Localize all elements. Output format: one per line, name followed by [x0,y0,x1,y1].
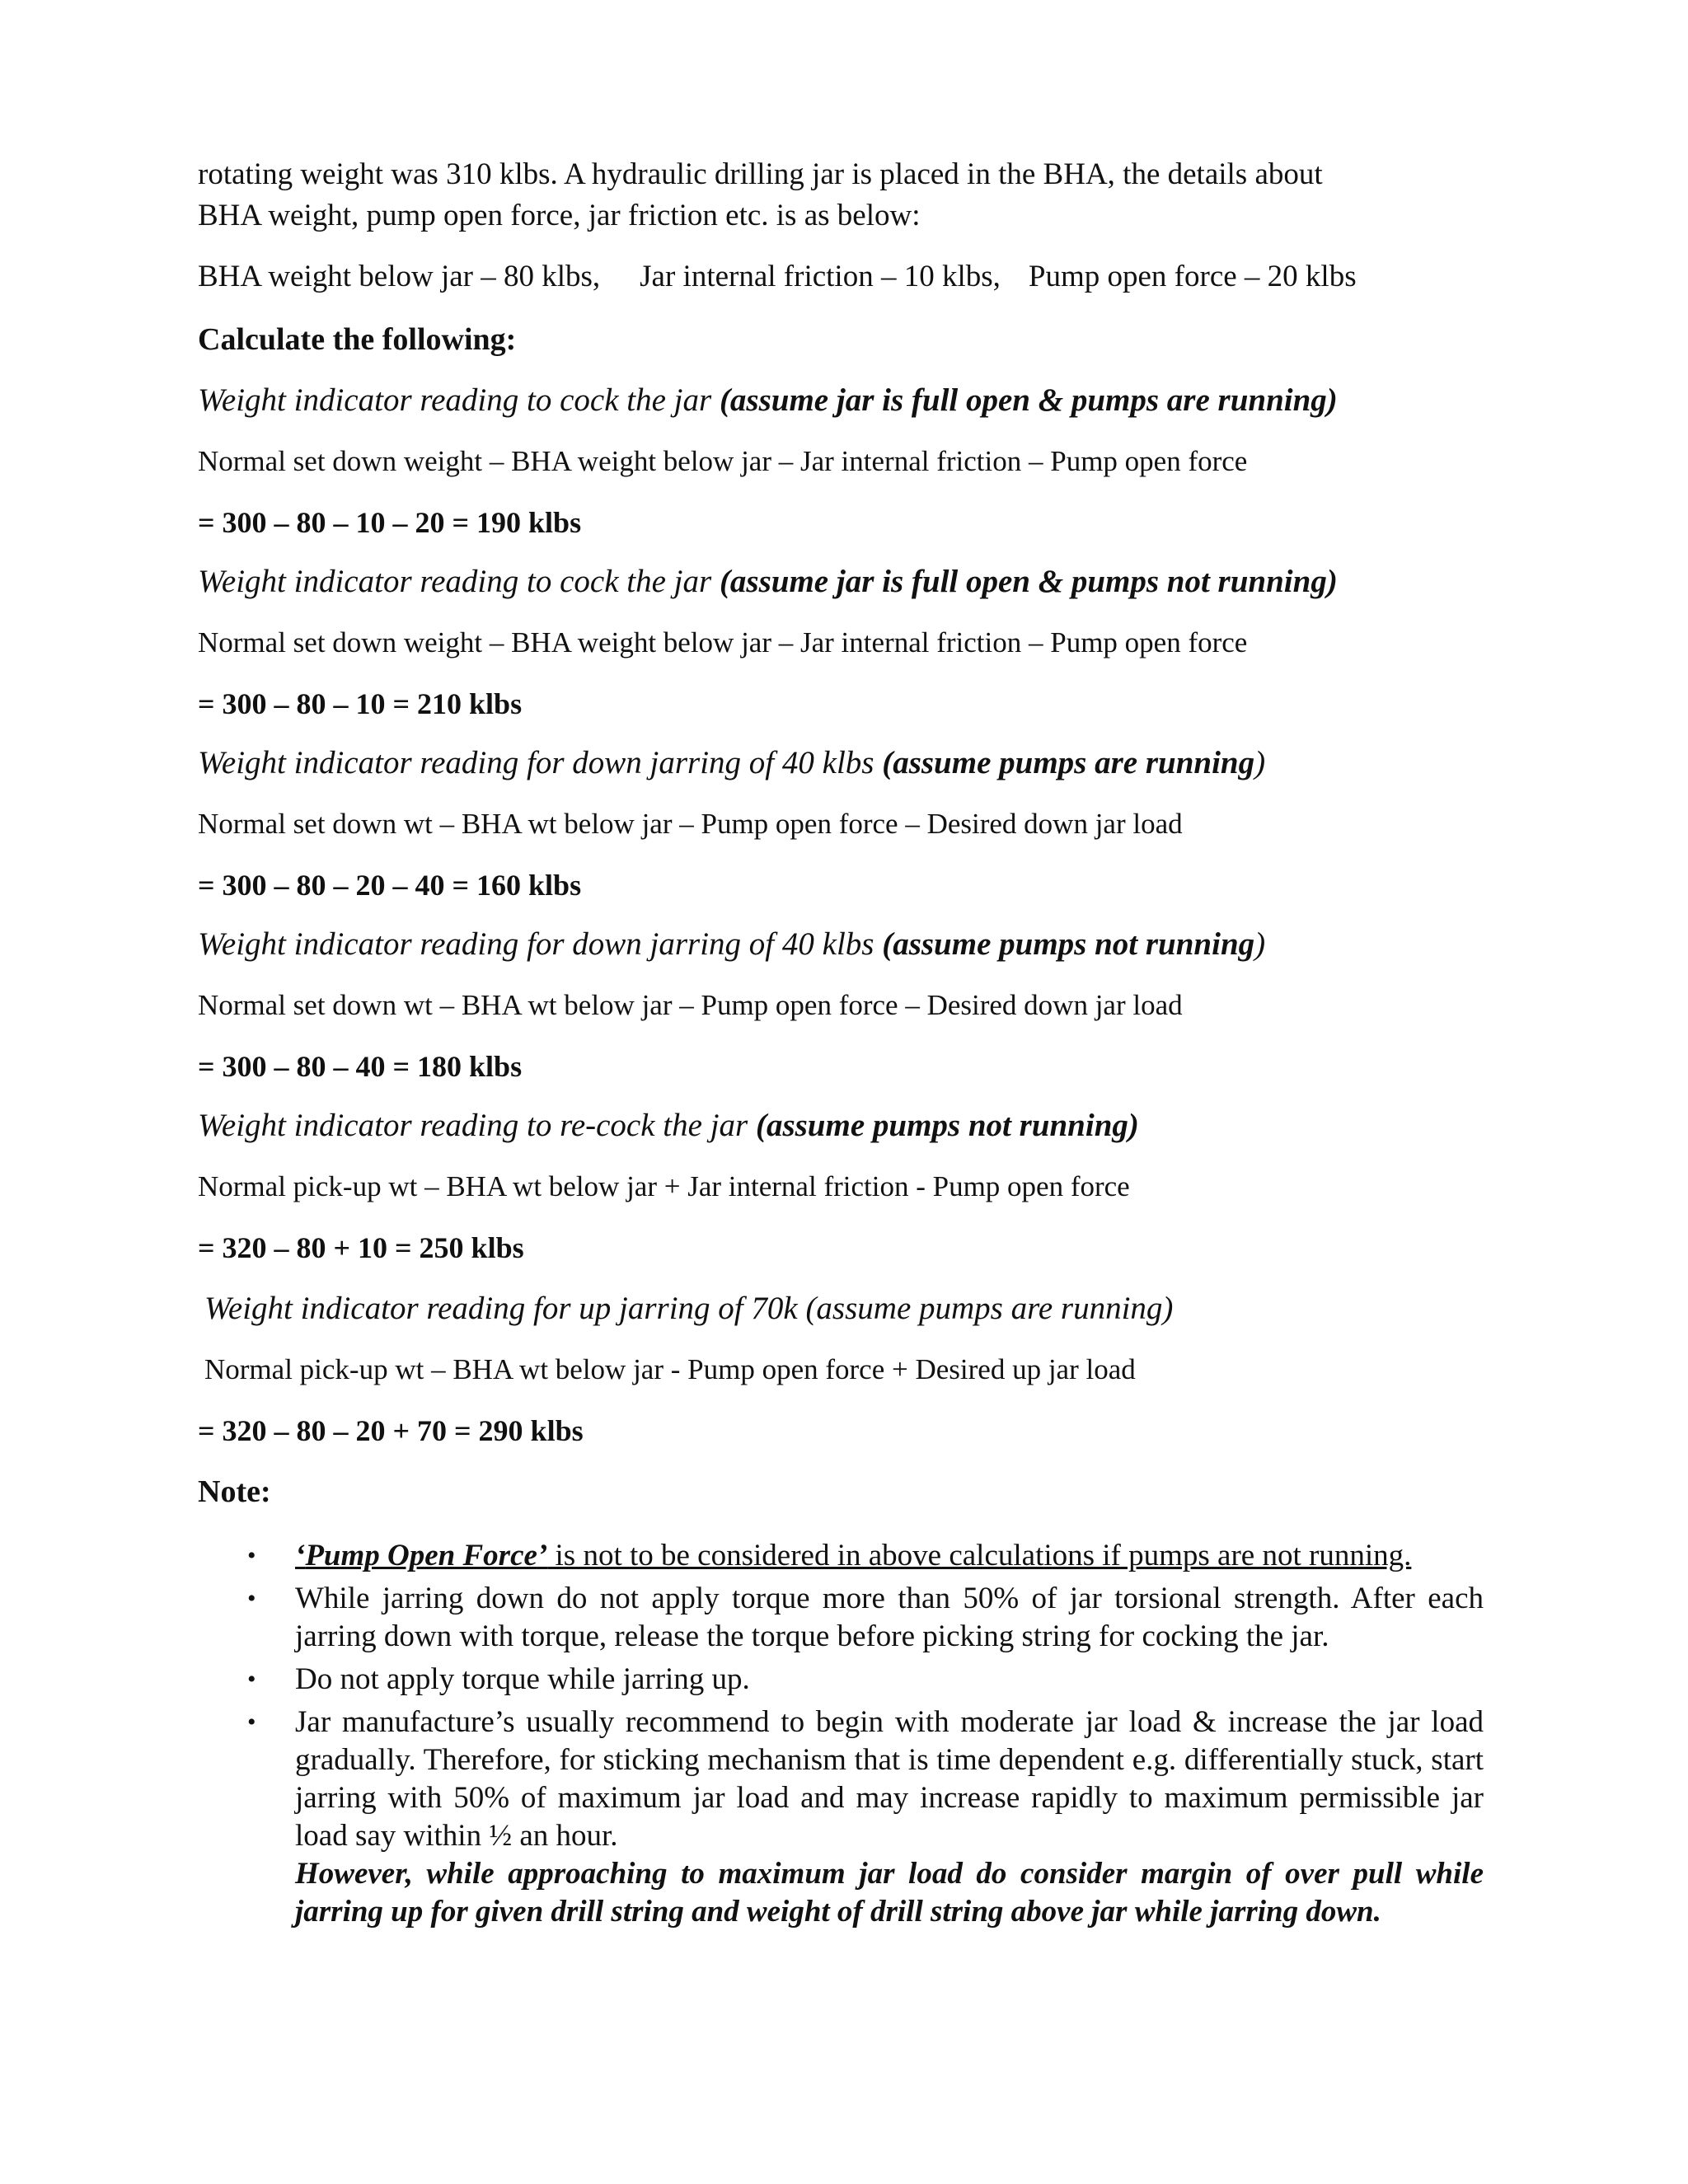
note-item-3 [247,1661,1484,1699]
given-pump-force: Pump open force – 20 klbs [1028,260,1357,293]
bullet-icon: • [247,1708,256,1736]
given-values [198,259,1357,295]
calc-5-question: Weight indicator reading to re-cock the jar (assume pumps not running) [198,1108,1139,1143]
intro-line-1: rotating weight was 310 klbs. A hydraulic drilling jar is placed in the BHA, the details about [198,157,1323,191]
note-heading: Note: [198,1474,271,1509]
calc-2-result: = 300 – 80 – 10 = 210 klbs [198,687,523,720]
calc-3-result: = 300 – 80 – 20 – 40 = 160 klbs [198,869,582,902]
calc-3-question: Weight indicator reading for down jarring of 40 klbs (assume pumps are running) [198,745,1266,780]
calc-3-formula: Normal set down wt – BHA wt below jar – Pump open force – Desired down jar load [198,808,1183,840]
notes-list [247,1537,1484,1931]
calc-1-result: = 300 – 80 – 10 – 20 = 190 klbs [198,506,582,539]
calc-6-result: = 320 – 80 – 20 + 70 = 290 klbs [198,1414,584,1447]
calc-6-question: Weight indicator reading for up jarring of 70k (assume pumps are running) [204,1291,1174,1326]
given-jar-friction: Jar internal friction – 10 klbs, [640,260,1001,293]
calc-1-formula: Normal set down weight – BHA weight below jar – Jar internal friction – Pump open force [198,445,1248,477]
note-3-text: Do not apply torque while jarring up. [295,1662,750,1696]
note-item-4 [247,1704,1484,1931]
calc-4-question: Weight indicator reading for down jarring of 40 klbs (assume pumps not running) [198,926,1266,962]
calc-4-result: = 300 – 80 – 40 = 180 klbs [198,1050,523,1083]
calc-1-question: Weight indicator reading to cock the jar (assume jar is full open & pumps are running) [198,382,1338,418]
intro-line-2: BHA weight, pump open force, jar friction etc. is as below: [198,199,921,232]
bullet-icon: • [247,1542,256,1569]
calc-4-formula: Normal set down wt – BHA wt below jar – Pump open force – Desired down jar load [198,989,1183,1021]
calc-2-formula: Normal set down weight – BHA weight below jar – Jar internal friction – Pump open force [198,626,1248,658]
bullet-icon: • [247,1585,256,1612]
section-heading: Calculate the following: [198,322,517,357]
note-item-1 [247,1537,1484,1575]
note-4-emphasis: However, while approaching to maximum jar load do consider margin of over pull while jarring up for given drill string and weight of drill string above jar while jarring down. [295,1857,1484,1929]
note-2-text: While jarring down do not apply torque more than 50% of jar torsional strength. After each jarring down with torque, release the torque before picking string for cocking the jar. [295,1582,1484,1653]
note-item-2 [247,1580,1484,1656]
note-1-text: ‘Pump Open Force’ is not to be considered in above calculations if pumps are not running. [295,1539,1412,1572]
given-bha-weight: BHA weight below jar – 80 klbs, [198,260,601,293]
bullet-icon: • [247,1666,256,1693]
calc-2-question: Weight indicator reading to cock the jar (assume jar is full open & pumps not running) [198,564,1338,599]
note-4-text: Jar manufacture’s usually recommend to begin with moderate jar load & increase the jar load gradually. Therefore, for sticking mechanism that is time dependent e.g. differentially stuck, start jarring with 50% of maximum jar load and may increase rapidly to maximum permissible jar load say within ½ an hour. [295,1705,1484,1853]
calc-5-formula: Normal pick-up wt – BHA wt below jar + Jar internal friction - Pump open force [198,1170,1130,1202]
calc-5-result: = 320 – 80 + 10 = 250 klbs [198,1231,524,1264]
calc-6-formula: Normal pick-up wt – BHA wt below jar - Pump open force + Desired up jar load [204,1353,1136,1385]
pump-open-force-term: Pump Open Force [305,1539,537,1572]
